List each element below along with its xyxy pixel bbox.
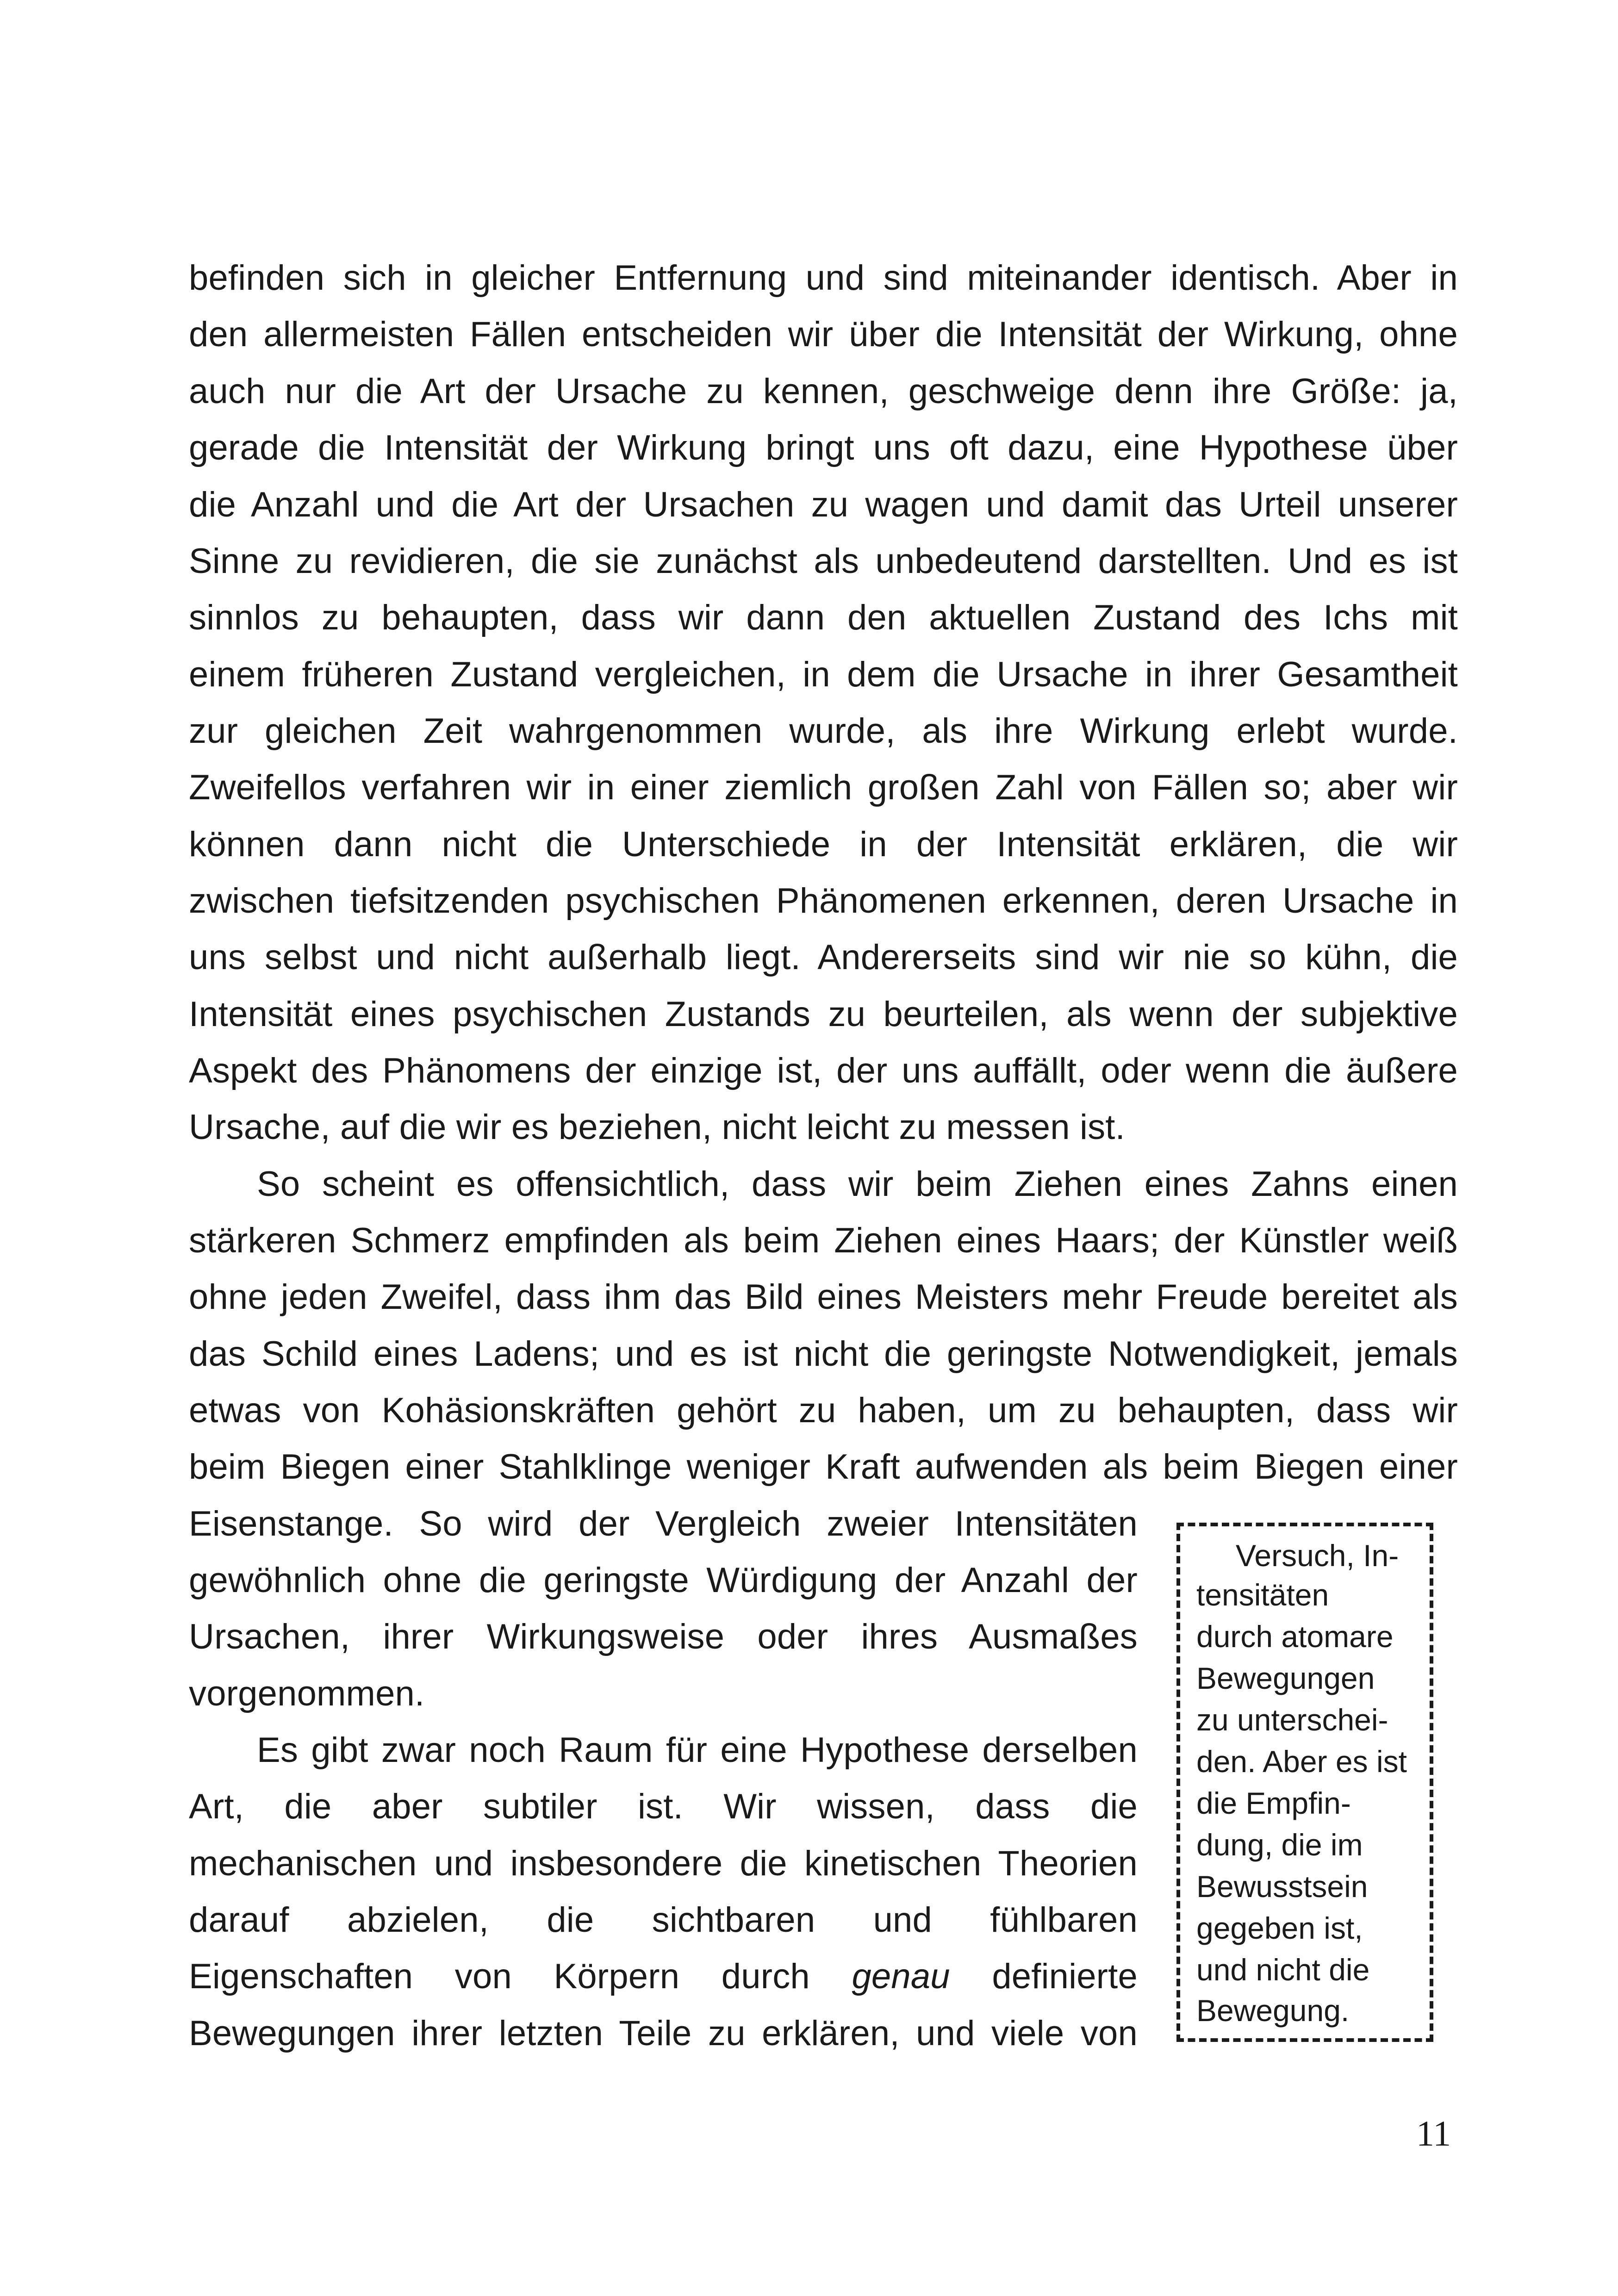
body-line: beim Biegen einer Stahlklinge weniger Kraft aufwenden als beim Biegen einer	[189, 1447, 1458, 1487]
body-line: ohne jeden Zweifel, dass ihm das Bild eines Meisters mehr Freude bereitet als	[189, 1277, 1458, 1317]
body-line: So scheint es offensichtlich, dass wir beim Ziehen eines Zahns einen	[257, 1164, 1458, 1204]
body-line: gewöhnlich ohne die geringste Würdigung der Anzahl der	[189, 1561, 1138, 1600]
margin-note-line: Bewegungen	[1196, 1661, 1375, 1695]
margin-note-line: durch atomare	[1196, 1619, 1394, 1654]
body-line: stärkeren Schmerz empfinden als beim Ziehen eines Haars; der Künstler weiß	[189, 1221, 1458, 1260]
margin-note-line: gegeben ist,	[1196, 1911, 1363, 1945]
body-line: den allermeisten Fällen entscheiden wir über die Intensität der Wirkung, ohne	[189, 315, 1458, 354]
body-line: mechanischen und insbesondere die kinetischen Theorien	[189, 1844, 1138, 1883]
body-line: etwas von Kohäsionskräften gehört zu haben, um zu behaupten, dass wir	[189, 1391, 1458, 1430]
margin-note-line: die Empfin-	[1196, 1786, 1351, 1820]
body-line	[189, 1948, 1138, 2005]
page-number: 11	[1416, 2113, 1451, 2153]
body-line: auch nur die Art der Ursache zu kennen, geschweige denn ihre Größe: ja,	[189, 372, 1458, 411]
body-line: darauf abzielen, die sichtbaren und fühlbaren	[189, 1900, 1138, 1940]
emphasized-word: genau	[852, 1957, 950, 1996]
body-line: Bewegungen ihrer letzten Teile zu erklären, und viele von	[189, 2014, 1138, 2053]
body-line: die Anzahl und die Art der Ursachen zu wagen und damit das Urteil unserer	[189, 485, 1458, 524]
body-line: Sinne zu revidieren, die sie zunächst als unbedeutend darstellten. Und es ist	[189, 541, 1458, 581]
margin-note-line: Bewusstsein	[1196, 1869, 1368, 1904]
body-line: Es gibt zwar noch Raum für eine Hypothese derselben	[257, 1730, 1138, 1770]
body-line: zwischen tiefsitzenden psychischen Phänomenen erkennen, deren Ursache in	[189, 881, 1458, 921]
text-segment: definierte	[992, 1957, 1138, 1996]
margin-note-line: zu unterschei-	[1196, 1703, 1388, 1737]
margin-note-line: Versuch, In-	[1236, 1538, 1399, 1573]
body-line: Zweifellos verfahren wir in einer ziemlich großen Zahl von Fällen so; aber wir	[189, 768, 1458, 807]
body-line: zur gleichen Zeit wahrgenommen wurde, als ihre Wirkung erlebt wurde.	[189, 711, 1458, 751]
body-line: können dann nicht die Unterschiede in der Intensität erklären, die wir	[189, 825, 1458, 864]
margin-note-line: dung, die im	[1196, 1828, 1363, 1862]
body-line: Ursachen, ihrer Wirkungsweise oder ihres Ausmaßes	[189, 1617, 1138, 1656]
body-line: sinnlos zu behaupten, dass wir dann den aktuellen Zustand des Ichs mit	[189, 598, 1458, 637]
margin-note-line: und nicht die	[1196, 1953, 1370, 1987]
body-line: Intensität eines psychischen Zustands zu beurteilen, als wenn der subjektive	[189, 995, 1458, 1034]
body-line: das Schild eines Ladens; und es ist nicht die geringste Notwendigkeit, jemals	[189, 1334, 1458, 1374]
body-line: befinden sich in gleicher Entfernung und sind miteinander identisch. Aber in	[189, 258, 1458, 298]
margin-note-line: den. Aber es ist	[1196, 1744, 1407, 1779]
margin-note-line: Bewegung.	[1196, 1993, 1350, 2028]
body-line: Art, die aber subtiler ist. Wir wissen, dass die	[189, 1787, 1138, 1826]
body-line: vorgenommen.	[189, 1674, 425, 1713]
margin-note-line: tensitäten	[1196, 1578, 1329, 1612]
body-line: Ursache, auf die wir es beziehen, nicht leicht zu messen ist.	[189, 1108, 1125, 1147]
body-line: Eisenstange. So wird der Vergleich zweier Intensitäten	[189, 1504, 1138, 1543]
text-segment: Eigenschaften von Körpern durch	[189, 1957, 810, 1996]
body-line: uns selbst und nicht außerhalb liegt. Andererseits sind wir nie so kühn, die	[189, 938, 1458, 977]
body-line: Aspekt des Phänomens der einzige ist, der uns auffällt, oder wenn die äußere	[189, 1051, 1458, 1090]
body-line: gerade die Intensität der Wirkung bringt uns oft dazu, eine Hypothese über	[189, 428, 1458, 467]
body-line: einem früheren Zustand vergleichen, in dem die Ursache in ihrer Gesamtheit	[189, 655, 1458, 694]
